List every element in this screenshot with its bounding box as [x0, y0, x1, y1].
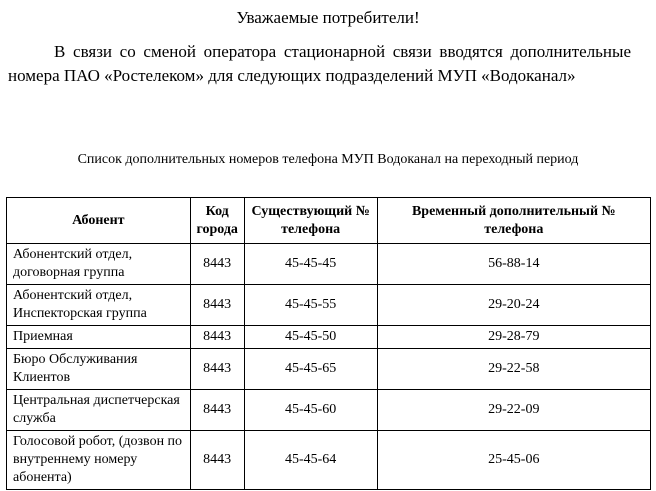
- table-row: [7, 326, 651, 349]
- table-row: [7, 244, 651, 285]
- header-subscriber: Абонент: [7, 198, 191, 244]
- cell-subscriber: Голосовой робот, (дозвон по внутреннему номеру абонента): [7, 431, 191, 490]
- cell-city-code: 8443: [190, 349, 244, 390]
- cell-city-code: 8443: [190, 244, 244, 285]
- table-row: [7, 390, 651, 431]
- cell-city-code: 8443: [190, 285, 244, 326]
- cell-temp-phone: 29-20-24: [377, 285, 650, 326]
- header-row: [7, 198, 651, 244]
- table-body: [7, 244, 651, 490]
- table-header: [7, 198, 651, 244]
- cell-temp-phone: 29-28-79: [377, 326, 650, 349]
- notice-heading: Уважаемые потребители!: [236, 8, 420, 27]
- cell-city-code: 8443: [190, 390, 244, 431]
- cell-temp-phone: 29-22-58: [377, 349, 650, 390]
- phone-numbers-table: [6, 197, 651, 490]
- cell-subscriber: Абонентский отдел, Инспекторская группа: [7, 285, 191, 326]
- cell-temp-phone: 25-45-06: [377, 431, 650, 490]
- cell-subscriber: Приемная: [7, 326, 191, 349]
- cell-current-phone: 45-45-45: [244, 244, 377, 285]
- cell-current-phone: 45-45-55: [244, 285, 377, 326]
- cell-city-code: 8443: [190, 326, 244, 349]
- cell-subscriber: Центральная диспетчерская служба: [7, 390, 191, 431]
- cell-current-phone: 45-45-60: [244, 390, 377, 431]
- cell-city-code: 8443: [190, 431, 244, 490]
- header-city-code: Код города: [190, 198, 244, 244]
- intro-paragraph: В связи со сменой оператора стационарной связи вводятся дополнительные номера ПАО «Ростелеком» для следующих подразделений МУП «Водоканал»: [8, 42, 631, 85]
- table-row: [7, 349, 651, 390]
- cell-subscriber: Бюро Обслуживания Клиентов: [7, 349, 191, 390]
- table-caption: Список дополнительных номеров телефона МУП Водоканал на переходный период: [77, 152, 579, 167]
- cell-current-phone: 45-45-50: [244, 326, 377, 349]
- table-row: [7, 285, 651, 326]
- cell-current-phone: 45-45-64: [244, 431, 377, 490]
- cell-temp-phone: 29-22-09: [377, 390, 650, 431]
- header-temp-phone: Временный дополнительный № телефона: [377, 198, 650, 244]
- header-current-phone: Существующий № телефона: [244, 198, 377, 244]
- cell-current-phone: 45-45-65: [244, 349, 377, 390]
- table-row: [7, 431, 651, 490]
- cell-subscriber: Абонентский отдел, договорная группа: [7, 244, 191, 285]
- cell-temp-phone: 56-88-14: [377, 244, 650, 285]
